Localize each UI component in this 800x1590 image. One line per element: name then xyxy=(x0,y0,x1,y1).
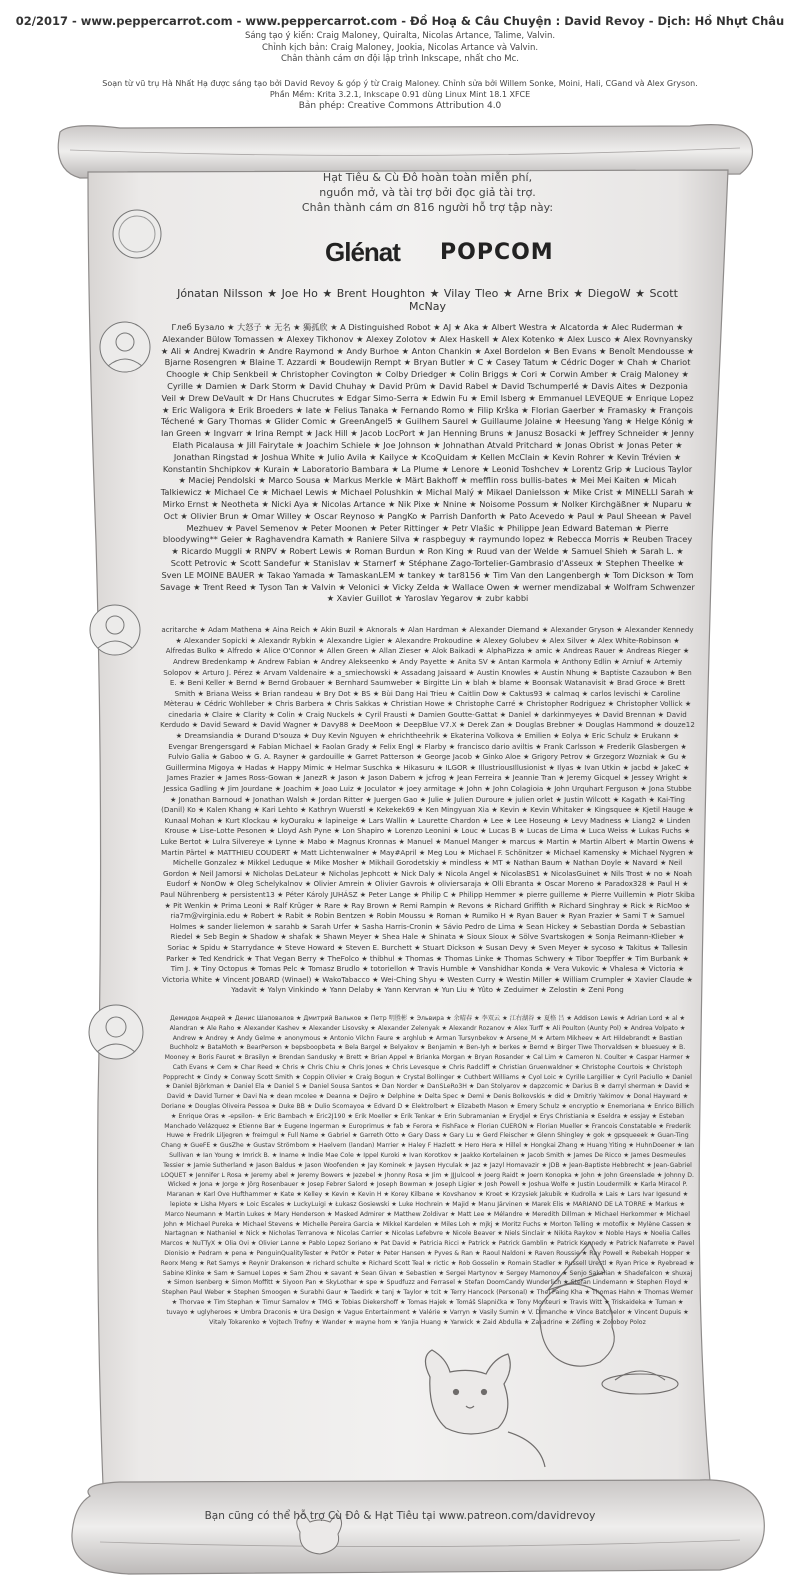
intro-line-1: Hạt Tiêu & Cù Đô hoàn toàn miễn phí, xyxy=(322,171,533,184)
credits-title: 02/2017 - www.peppercarrot.com - www.peppercarrot.com - Đồ Hoạ & Câu Chuyện : David Revoy - Dịch: Hồ Nhựt Châu xyxy=(15,14,785,28)
supporters-content xyxy=(160,170,695,1327)
medallion-character-3-icon xyxy=(89,1005,143,1059)
popcom-logo: POPCOM xyxy=(440,240,554,265)
credits-thanks: Chân thành cám ơn đội lập trình Inkscape, nhất cho Mc. xyxy=(280,54,520,64)
credits-license: Bản phép: Creative Commons Attribution 4.0 xyxy=(298,100,502,111)
sponsor-logos xyxy=(160,227,695,279)
supporters-tier-3-list: acritarche ★ Adam Mathena ★ Aina Reich ★ Akin Buzil ★ Aknorals ★ Alan Hardman ★ Alexander Diemand ★ Alexander Gryson ★ Alexander Kennedy ★ Alexander Sopicki ★ Alexandr Rybkin ★ Alexandre Ligier ★ Alexandre Prokoudine ★ Alexey Golubev ★ Alex Silver ★ Alex White-Robinson ★ Alfredas Bulko ★ Alfredo ★ Alice O'Connor ★ Allen Green ★ Allan Zieser ★ Alok Baikadi ★ AlphaPizza ★ amic ★ Andreas Rauer ★ Andreas Rieger ★ Andrew Bredenkamp ★ Andrew Fabian ★ Andrey Alekseenko ★ Andy Payette ★ Anita SV ★ Antan Karmola ★ Anthony Edlin ★ Arniuf ★ Artemiy Solopov ★ Arturo J. Pérez ★ Arvam Valdenaire ★ a_smiechowski ★ Assadang Jaisaard ★ Austin Knowles ★ Austin Nhung ★ Baptiste Cazaubon ★ Ben E. ★ Beni Keller ★ Bernd ★ Bernd Grobauer ★ Bernhard Saumweber ★ Birgitte Lin ★ blah ★ blame ★ Boonsak Watanavisit ★ Brad Groce ★ Brett Smith ★ Briana Weiss ★ Brian randeau ★ Bry Dot ★ BS ★ Bùi Dang Hai Trieu ★ Caitlin Dow ★ Caktus93 ★ calmaq ★ carlos levischi ★ Caroline Mèterau ★ Cédric Wohlleber ★ Chris Barbera ★ Chris Sakkas ★ Christian Howe ★ Christophe Carré ★ Christopher Rodriguez ★ Christopher Vollick ★ cinedaria ★ Claire ★ Clarity ★ Colin ★ Craig Nuckels ★ Cyril Frausti ★ Damien Goutte-Gattat ★ Daniel ★ darkinmyeyes ★ David Brennan ★ David Kerdudo ★ David Seward ★ David Wagner ★ Davy88 ★ DeeMoon ★ DeepBlue V7.X ★ Derek Zan ★ Douglas Brebner ★ Douglas Hammond ★ douze12 ★ Dreamsiandia ★ Durand D'souza ★ Duy Kevin Nguyen ★ ehrichtheehrik ★ Ekaterina Volkova ★ Emilien ★ Eolya ★ Eric Schulz ★ Erukann ★ Evengar Brengersgard ★ Fabian Michael ★ Faolan Grady ★ Felix Engl ★ Flarby ★ francisco dario aviltis ★ Frank Carlsson ★ Frederik Glasbergen ★ Fulvio Galia ★ Gaboo ★ G. A. Rayner ★ gardouille ★ Garret Patterson ★ George Jacob ★ Ginko Aloe ★ Grigory Petrov ★ Grzegorz Wozniak ★ Gu ★ Guillermina Migoya ★ Hadas ★ Happy Mimic ★ Helmar Suschka ★ Hikasuru ★ ILGOR ★ IllustriousIllusionist ★ Ilyas ★ Ivan Utkin ★ jacbd ★ JakeC ★ James Frazier ★ James Ross-Gowan ★ JanezR ★ Jason ★ Jason Dabern ★ jcfrog ★ Jean Ferreira ★ Jeannie Tran ★ Jeremy Gicquel ★ Jessey Wright ★ Jessica Gadling ★ Jim Jourdane ★ Joachim ★ Joao Luiz ★ Joculator ★ joey armitage ★ John ★ John Colagioia ★ John Urquhart Ferguson ★ Jona Stubbe ★ Jonathan Barnoud ★ Jonathan Walsh ★ Jordan Ritter ★ Juergen Gao ★ Julie ★ Julien Duroure ★ julien orlet ★ Justin Wilcott ★ Kagath ★ Kai-Ting (Danil) Ko ★ Kalen Khang ★ Kari Lehto ★ Kathryn Wuerstl ★ Kekekek69 ★ Ken Mingyuan Xia ★ Kevin ★ Kevin Whitaker ★ Kingsquee ★ Kjetil Hauge ★ Kunaal Mohan ★ Kurt Klockau ★ kyOuraku ★ lapineige ★ Lars Wallin ★ Laurette Chardon ★ Lee ★ Lee Hoseung ★ Levy Madness ★ Liang2 ★ Linden Krouse ★ Lise-Lotte Pesonen ★ Lloyd Ash Pyne ★ Lon Shapiro ★ Lorenzo Leonini ★ Louc ★ Lucas B ★ Lucas de Lima ★ Luca Weiss ★ Lukas Fuchs ★ Luke Bertot ★ Lulra Silvereye ★ Lynne ★ Mabo ★ Magnus Kronnas ★ Manuel ★ Manuel Manger ★ marcus ★ Martin ★ Martin Albert ★ Martin Owens ★ Martin Pärtel ★ MATTHIEU COUDERT ★ Matt Lichtenwalner ★ May#April ★ Meg Lou ★ Michael F. Schönitzer ★ Michael Kamensky ★ Michael Nygren ★ Michelle Gonzalez ★ Mikkel Leduque ★ Mike Mosher ★ Mikhail Gorodetskiy ★ mindless ★ MT ★ Nathan Baum ★ Nathan Doyle ★ Navard ★ Neil Gordon ★ Neil Jamorsi ★ Nicholas DeLateur ★ Nicholas Jephcott ★ Nick Daly ★ Nicola Angel ★ NicolasBS1 ★ NicolasGuinet ★ Nils Trost ★ no ★ Noah Eudorf ★ NonOw ★ Oleg Schelykalnov ★ Olivier Amrein ★ Olivier Gavrois ★ oliviersaraja ★ Olli Ebranta ★ Oscar Moreno ★ Paradox328 ★ Paul H ★ Paul Nührenberg ★ persistent13 ★ Péter Károly JUHÁSZ ★ Peter Lange ★ Philip C ★ Philipp Hemmer ★ pierre guilleme ★ Pierre Vuillemin ★ Piotr Skiba ★ Pit Wenkin ★ Prima Leoni ★ Ralf Krüger ★ Rare ★ Ray Brown ★ Remi Rampin ★ Revons ★ Richard Griffith ★ Richard Singhray ★ Rick ★ RicMoo ★ ria7m@virginia.edu ★ Robert ★ Rabit ★ Robin Bentzen ★ Robin Moussu ★ Roman ★ Rumiko H ★ Ryan Bauer ★ Ryan Frazier ★ Sami T ★ Samuel Holmes ★ sander lielemon ★ sarahb ★ Sarah Urfer ★ Sasha Harris-Cronin ★ Sávio Pedro de Lima ★ Sean Hickey ★ Sebastian Dorda ★ Sebastian Riedel ★ Seb Begin ★ Shadow ★ shafak ★ Shawn Meyer ★ Shea Hale ★ Shinata ★ Sioux Sioux ★ Sölve Svartskogen ★ Sonja Reimann-Klieber ★ Soriac ★ Spidu ★ Starrydance ★ Steve Howard ★ Steven E. Burchett ★ Stuart Dickson ★ Susan Devy ★ Sven Meyer ★ sycoso ★ Takitus ★ Tallesin Parker ★ Ted Kendrick ★ That Vegan Berry ★ TheFolco ★ thibhul ★ Thomas ★ Thomas Linke ★ Thomas Schwery ★ Tibor Toepffer ★ Tim Burbank ★ Tim J. ★ Tiny Octopus ★ Tomas Pelc ★ Tomasz Brudlo ★ totoriellon ★ Travis Humble ★ Vanshidhar Konda ★ Vera Vukovic ★ Vhalesa ★ Victoria ★ Victoria White ★ Vincent JOBARD (Winael) ★ WakoTabacco ★ Wei-Ching Shyu ★ Westen Curry ★ Westin Miller ★ William Crumpler ★ Xavier Claude ★ Yadavit ★ Yalyn Vinkindo ★ Yann Delaby ★ Yann Kervran ★ Yun Liu ★ Yûto ★ Zeduimer ★ Zelostin ★ Zeni Pong xyxy=(160,625,695,995)
credits-software: Phần Mềm: Krita 3.2.1, Inkscape 0.91 dùng Linux Mint 18.1 XFCE xyxy=(269,89,531,99)
patreon-footer: Bạn cũng có thể hỗ trợ Cù Đô & Hạt Tiêu tại www.patreon.com/davidrevoy xyxy=(204,1510,596,1522)
intro-line-2: nguồn mở, và tài trợ bởi đọc giả tài trợ. xyxy=(319,186,536,199)
credits-universe: Soạn từ vũ trụ Hà Nhất Hạ được sáng tạo bởi David Revoy & góp ý từ Craig Maloney. Chỉnh sửa bởi Willem Sonke, Moini, Hali, CGand và Alex Gryson. xyxy=(102,78,698,88)
supporters-tier-4-list: Демидов Андрей ★ Денис Шаповалов ★ Дмитрий Вальков ★ Петр 明胜彬 ★ Эльвира ★ 余晴春 ★ 李双云 ★ 江右湖谷 ★ 夏格 吕 ★ Addison Lewis ★ Adrian Lord ★ al ★ Alandran ★ Ale Raho ★ Alexander Kashev ★ Alexander Lisovsky ★ Alexander Zelenyak ★ Alexandr Rozanov ★ Alex Turff ★ Ali Poulton (Aunty Pol) ★ Andrea Volpato ★ Andrew ★ Andrey ★ Andy Gelme ★ anonymous ★ Antonio Vilchn Faure ★ arghlub ★ Arman Tursynbekov ★ Arsene_M ★ Artem Mikheev ★ Art Hildebrandt ★ Bastian Buchholz ★ BataMoth ★ BearPerson ★ bepsboopbeta ★ Bela Bargel ★ Belyakov ★ Benjamin ★ Ben-Iyh ★ berkes ★ Bernd ★ Birger Tiwe Thorvaldsen ★ bluesuey ★ B. Mooney ★ Boris Fauret ★ Brasilyn ★ Brendan Sandusky ★ Brett ★ Brian Appel ★ Brianka Morgan ★ Bryan Rosander ★ Cal Lim ★ Cameron N. Coulter ★ Caspar Harmer ★ Cath Evans ★ Cem ★ Char Reed ★ Chris ★ Chris Chiu ★ Chris Jones ★ Chris Levesque ★ Chris Radcliff ★ Christian Gruenwaldner ★ Christophe Courtois ★ Christoph Popprecht ★ Cindy ★ Conway Scott Smith ★ Coppin Olivier ★ Craig Bogun ★ Crystal Bollinger ★ Cuthbert Williams ★ Cyol Loic ★ Cyrille Largillier ★ Cyril Paciullo ★ Daniel ★ Daniel Björkman ★ Daniel Ela ★ Daniel S ★ Daniel Sousa Santos ★ Dan Norder ★ DanSLeRo3H ★ Dan Stolyarov ★ dapzcomic ★ Darius B ★ darryl sherman ★ David ★ David ★ David Turner ★ Davi Na ★ dean mcolee ★ Deanna ★ Dejiro ★ Delphine ★ Delta Spec ★ Demi ★ Denis Bolkovskis ★ did ★ Dmitriy Yakimov ★ Donal Hayward ★ Doriane ★ Douglas Oliveira Pessoa ★ Duke BB ★ Dulio Scomayoa ★ Edvard D ★ Elektrolbert ★ Elizabeth Mason ★ Emery Schulz ★ encryptio ★ Enemoriana ★ Enrico Billich ★ Enrique Oras ★ -epsilon- ★ Eric Bambach ★ Eric2J190 ★ Erik Moeller ★ Erik Tenkar ★ Erin Subramanian ★ Erydjel ★ Erys Christiania ★ Eseldra ★ essjay ★ Esteban Manchado Velázquez ★ Etienne Bar ★ Eugene Ingerman ★ Europrimus ★ fab ★ Ferora ★ FishFace ★ Florian CUERON ★ Florian Mueller ★ Francois Constatable ★ Frederik Huwe ★ Fredrik Liljegren ★ freimgul ★ Full Name ★ Gabriel ★ Garreth Otto ★ Gary Dass ★ Gary Lu ★ Gerd Fleischer ★ Glenn Shingley ★ gok ★ gpsqueeek ★ Guan-Ting Chang ★ GueFE ★ GusZhe ★ Gustav Strömbom ★ Haelvern (landan) Marrier ★ Haley F Hazlett ★ Hero Hera ★ Hillel ★ Hongkai Zhang ★ Huang Yiting ★ HuhnDoener ★ Ian Sullivan ★ Ian Young ★ Imrick B. ★ Iname ★ Indie Mae Cole ★ Ippel Kuroki ★ Ivan Korotkov ★ Jaakko Kortelainen ★ Jacob Smith ★ James De Ricco ★ James Desmeules Tessier ★ Jamie Sutherland ★ Jason Baldus ★ Jason Woofenden ★ Jay Kominek ★ Jaysen Hyculak ★ Jaz ★ Jazyl Homavazir ★ JDB ★ Jean-Baptiste Hebbrecht ★ Jean-Gabriel LOQUET ★ Jennifer L Rosa ★ Jeremy abel ★ Jeremy Bowers ★ Jezebel ★ Jhonny Rosa ★ Jim ★ JJJulcool ★ Joerg Raidt ★ Joern Konopka ★ John ★ John Greenslade ★ Johnny D. Wicked ★ Jona ★ Jorge ★ Jörg Rosenbauer ★ Josep Febrer Salord ★ Joseph Bowman ★ Joseph Ligier ★ Josh Powell ★ Joshua Wolfe ★ Justin Loudermilk ★ Karla Miracol P. Maranan ★ Karl Ove Hufthammer ★ Kate ★ Kelley ★ Kevin ★ Kevin H ★ Korey Kilbane ★ Kovshanov ★ Kroet ★ Krzysiek Jakubik ★ Kudrolla ★ Lais ★ Lars Ivar Igesund ★ lepiote ★ Lisha Myers ★ Loic Escales ★ LuckyLuigi ★ Łukasz Gosiewski ★ Luke Hochrein ★ Majid ★ Manu Järvinen ★ Marek Elis ★ MARIANO DE LA TORRE ★ Markus ★ Marco Neumann ★ Martin Lukes ★ Mary Henderson ★ Masked Admirer ★ Matthew Zoldivar ★ Matt Lee ★ Mélandre ★ Meredith Dillman ★ Michael Herkommer ★ Michael John ★ Michael Pureka ★ Michael Stevens ★ Michelle Pereira Garcia ★ Mikkel Kardelen ★ Miles Loh ★ mjkj ★ Moritz Fuchs ★ Morton Telling ★ motoflix ★ Mylène Cassen ★ Nartagnan ★ Nathaniel ★ Nick ★ Nicholas Terranova ★ Nicolas Carrier ★ Nicolas Lefebvre ★ Nicole Beaver ★ Niels Sinclair ★ Nikita Raykov ★ Noble Hays ★ Noelia Calles Marcos ★ NuTTyX ★ Olia Ovi ★ Olivier Lanne ★ Pablo Lopez Soriano ★ Pat David ★ Patricia Ricci ★ Patrick ★ Patrick Gamblin ★ Patrick Kennedy ★ Patrick Nafarrete ★ Pavel Dionisio ★ Pedram ★ pena ★ PenguinQualityTester ★ PetOr ★ Peter ★ Peter Hansen ★ Pyves & Ran ★ Raoul Naldoni ★ Raven Roussie ★ Ray Powell ★ Rebekah Hopper ★ Reorx Meng ★ Ret Samys ★ Reynir Drakenson ★ richard schulte ★ Richard Scott Teal ★ rictic ★ Rob Gosselin ★ Romain Stadler ★ Russell Urestl ★ Ryan Price ★ Ryebread ★ Sabine Klinke ★ Sam ★ Samuel Lopes ★ Sam Zhou ★ savant ★ Sean Givan ★ Sebastien ★ Sergei Martynov ★ Sergey Mamonov ★ Senjo Sakalian ★ Shadefalcon ★ shuxaj ★ Simon Isenberg ★ Simon Moffitt ★ Siyoon Pan ★ SkyLothar ★ spe ★ Spudfuzz and Ferrasel ★ Stefan DoomCandy Wunderlich ★ Stefan Lindemann ★ Stephen Floyd ★ Stephen Paul Weber ★ Stephen Smoogen ★ Surabhi Gaur ★ Taedirk ★ tanj ★ Taylor ★ tcit ★ Terry Hancock (Personal) ★ Thel Paing Kha ★ Thomas Hahn ★ Thomas Werner ★ Thorvae ★ Tim Stephan ★ Timur Samalov ★ TMG ★ Tobias Diekershoff ★ Tomas Hajek ★ Tomáš Slapnička ★ Tony Monteuri ★ Travis Witt ★ Triskaideka ★ Tuman ★ tuvayo ★ uglyheroes ★ Umbra Draconis ★ Ura Design ★ Vague Entertainment ★ Valérie ★ Varryn ★ Vasily Sumin ★ V. Dimanche ★ Vince Batchelor ★ Vincent Dupuis ★ Vitaly Tokarenko ★ Vojtech Trefny ★ Wander ★ wayne hom ★ Yanjia Huang ★ Yarwick ★ Zaid Abdulla ★ Zakadrine ★ Zéfling ★ Zoloboy Poloz xyxy=(160,1014,695,1326)
intro-line-3: Chân thành cám ơn 816 người hỗ trợ tập này: xyxy=(301,201,554,214)
medallion-character-1-icon xyxy=(100,322,150,372)
credits-script: Chỉnh kịch bản: Craig Maloney, Jookia, Nicolas Artance và Valvin. xyxy=(261,42,539,53)
medallion-character-2-icon xyxy=(90,605,140,655)
credits-ideas: Sáng tạo ý kiến: Craig Maloney, Quiralta, Nicolas Artance, Talime, Valvin. xyxy=(244,31,556,41)
supporters-tier-2-list: Глеб Бузало ★ 大怒子 ★ 无名 ★ 獨孤欣 ★ A Distinguished Robot ★ AJ ★ Aka ★ Albert Westra ★ Alcatorda ★ Alec Ruderman ★ Alexander Bülow Tomassen ★ Alexey Tikhonov ★ Alexey Zolotov ★ Alex Haskell ★ Alex Kotenko ★ Alex Lusco ★ Alex Rovnyansky ★ Ali ★ Andrej Kwadrin ★ Andre Raymond ★ Andy Burhoe ★ Anton Chankin ★ Axel Bordelon ★ Ben Evans ★ Benoît Mendousse ★ Bjarne Rosengren ★ Blaine T. Azzardi ★ Boudewijn Rempt ★ Bryan Butler ★ C ★ Casey Tatum ★ Cédric Doger ★ Chah ★ Chariot Choogle ★ Chip Senkbeil ★ Christopher Covington ★ Colby Driedger ★ Colin Briggs ★ Cori ★ Corwin Amber ★ Craig Maloney ★ Cyrille ★ Damien ★ Dark Storm ★ David Chuhay ★ David Prüm ★ David Rabel ★ David Tschumperlé ★ Davis Aites ★ Dezponia Veil ★ Drew DeVault ★ Dr Hans Chucrutes ★ Edgar Simo-Serra ★ Edwin Fu ★ Emil Isberg ★ Emmanuel LEVEQUE ★ Enrique Lopez ★ Eric Waligora ★ Erik Broeders ★ Iate ★ Felius Tanaka ★ Fernando Romo ★ Filip Krška ★ Florian Gaerber ★ Framasky ★ François Téchené ★ Gary Thomas ★ Glider Comic ★ GreenAngel5 ★ Guilhem Saurel ★ Guillaume Jolaine ★ Heesung Yang ★ Helge Kónig ★ Ian Green ★ Ingvarr ★ Irina Rempt ★ Jack Hill ★ Jacob LocPort ★ Jan Henning Bruns ★ Janusz Bosacki ★ Jeffrey Schneider ★ Jenny Elath Picalausa ★ Jill Fairytale ★ Joachim Schiele ★ Joe Johnson ★ Johnathan Atvald Pritchard ★ Jonas Obrist ★ Jonas Peter ★ Jonathan Ringstad ★ Joshua White ★ Julio Avila ★ Kailyce ★ KcoQuidam ★ Kellen McClain ★ Kevin Rohrer ★ Kevin Trévien ★ Konstantin Shchipkov ★ Kurain ★ Laboratorio Bambara ★ La Plume ★ Lenore ★ Leonid Toshchev ★ Lorentz Grip ★ Lucious Taylor ★ Maciej Pendolski ★ Marco Sousa ★ Markus Merkle ★ Märt Bakhoff ★ mefflin ross bullis-bates ★ Mei Mei Kaiten ★ Micah Talkiewicz ★ Michael Ce ★ Michael Lewis ★ Michael Polushkin ★ Michal Malý ★ Mikael Danielsson ★ Mike Crist ★ MINELLI Sarah ★ Mirko Ernst ★ Neotheta ★ Nicki Aya ★ Nicolas Artance ★ Nik Pixe ★ Nnine ★ Noisome Possum ★ Nolker Kirchgäßner ★ Nuparu ★ Oct ★ Olivier Brun ★ Omar Willey ★ Oscar Reynoso ★ PangKo ★ Parrish Danforth ★ Pato Acevedo ★ Paul ★ Paul Sheean ★ Pavel Mezhuev ★ Pavel Semenov ★ Peter Moonen ★ Peter Rittinger ★ Petr Vlašic ★ Philippe Jean Edward Bateman ★ Pierre bloodywing** Geier ★ Raghavendra Kamath ★ Raniere Silva ★ raspbeguy ★ raymundo lopez ★ Rebecca Morris ★ Reuben Tracey ★ Ricardo Muggli ★ RNPV ★ Robert Lewis ★ Roman Burdun ★ Ron King ★ Ruud van der Welde ★ Samuel Shieh ★ Sarah L. ★ Scott Petrovic ★ Scott Sandefur ★ Stanislav ★ Starnerf ★ Stéphane Zago-Tortelier-Gambrasio d'Asseux ★ Stephen Theelke ★ Sven LE MOINE BAUER ★ Takao Yamada ★ TamaskanLEM ★ tankey ★ tar8156 ★ Tim Van den Langenbergh ★ Tom Dickson ★ Tom Savage ★ Trent Reed ★ Tyson Tan ★ Valvin ★ Velonici ★ Vicky Zelda ★ Wallace Owen ★ werner mendizabal ★ Wolfram Schwenzer ★ Xavier Guillot ★ Yaroslav Yegarov ★ zubr kabbi xyxy=(160,322,695,604)
top-supporters-list: Jónatan Nilsson ★ Joe Ho ★ Brent Houghton ★ Vilay Tleo ★ Arne Brix ★ DiegoW ★ Scott McNay xyxy=(177,287,678,313)
glenat-logo: Glénat xyxy=(325,237,400,267)
credits-header xyxy=(0,0,800,130)
medallion-pepper-icon xyxy=(113,210,161,258)
scroll-bottom-roll xyxy=(72,1480,764,1574)
